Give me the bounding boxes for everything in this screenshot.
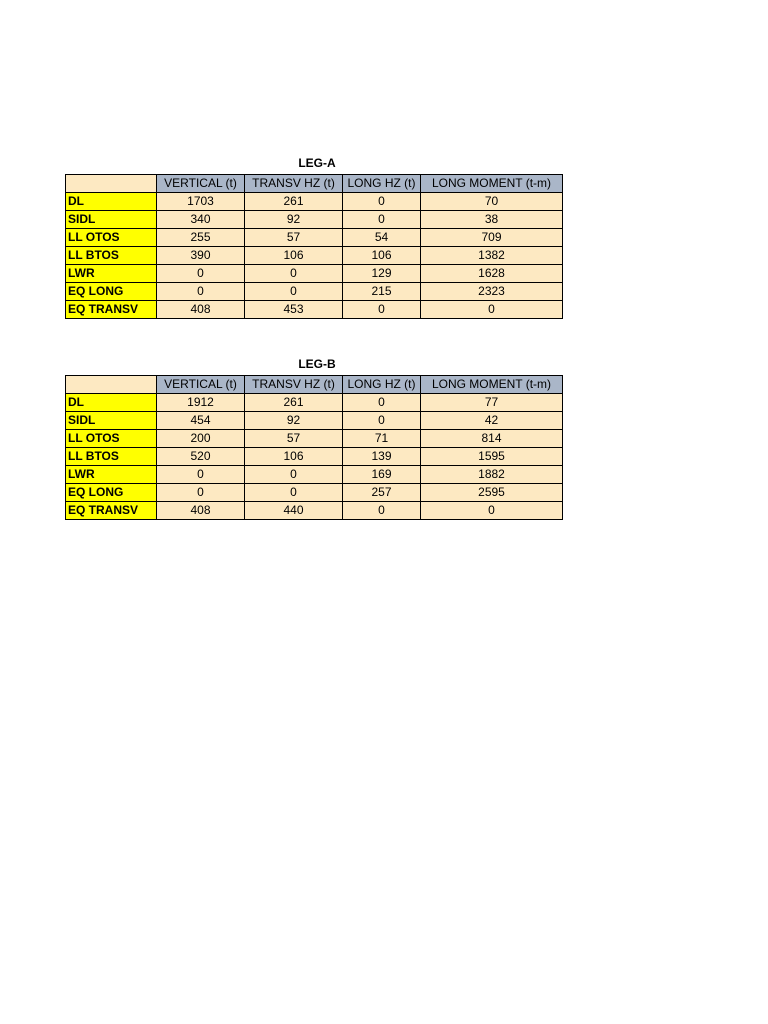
table-cell: 0: [245, 283, 343, 301]
table-cell: 261: [245, 193, 343, 211]
header-row: [66, 175, 563, 193]
table-cell: 106: [343, 247, 421, 265]
table-cell: 2595: [421, 484, 563, 502]
table-cell: 520: [157, 448, 245, 466]
table-cell: 0: [343, 301, 421, 319]
table-cell: 77: [421, 394, 563, 412]
table-cell: 38: [421, 211, 563, 229]
table-row: [66, 412, 563, 430]
table-cell: 0: [343, 502, 421, 520]
row-label: LWR: [66, 466, 157, 484]
table-cell: 215: [343, 283, 421, 301]
row-label: LL BTOS: [66, 247, 157, 265]
table-cell: 1912: [157, 394, 245, 412]
table-row: [66, 283, 563, 301]
table-cell: 57: [245, 229, 343, 247]
column-header: LONG MOMENT (t-m): [421, 175, 563, 193]
column-header: LONG MOMENT (t-m): [421, 376, 563, 394]
column-header: VERTICAL (t): [157, 376, 245, 394]
table-cell: 92: [245, 211, 343, 229]
table-cell: 106: [245, 247, 343, 265]
row-label: EQ LONG: [66, 484, 157, 502]
table-cell: 139: [343, 448, 421, 466]
table-cell: 1628: [421, 265, 563, 283]
table-cell: 1703: [157, 193, 245, 211]
table-cell: 2323: [421, 283, 563, 301]
row-label: DL: [66, 394, 157, 412]
row-label: SIDL: [66, 412, 157, 430]
table-cell: 169: [343, 466, 421, 484]
table-cell: 129: [343, 265, 421, 283]
table-cell: 408: [157, 301, 245, 319]
load-table-leg-b: [65, 375, 563, 520]
table-cell: 0: [245, 466, 343, 484]
table-cell: 261: [245, 394, 343, 412]
table-cell: 57: [245, 430, 343, 448]
table-cell: 0: [157, 484, 245, 502]
table-cell: 1382: [421, 247, 563, 265]
table-cell: 0: [157, 466, 245, 484]
column-header: VERTICAL (t): [157, 175, 245, 193]
table-row: [66, 466, 563, 484]
table-row: [66, 448, 563, 466]
table-cell: 0: [245, 265, 343, 283]
table-cell: 0: [343, 394, 421, 412]
table-cell: 0: [157, 283, 245, 301]
column-header: LONG HZ (t): [343, 376, 421, 394]
table-cell: 0: [245, 484, 343, 502]
table-cell: 0: [343, 193, 421, 211]
table-row: [66, 265, 563, 283]
table-cell: 54: [343, 229, 421, 247]
table-row: [66, 484, 563, 502]
table-cell: 1882: [421, 466, 563, 484]
table-cell: 453: [245, 301, 343, 319]
table-cell: 814: [421, 430, 563, 448]
table-cell: 0: [157, 265, 245, 283]
table-cell: 709: [421, 229, 563, 247]
table-cell: 454: [157, 412, 245, 430]
row-label: SIDL: [66, 211, 157, 229]
table-row: [66, 301, 563, 319]
row-label: LL OTOS: [66, 229, 157, 247]
table-cell: 440: [245, 502, 343, 520]
table-cell: 340: [157, 211, 245, 229]
load-table-leg-a: [65, 174, 563, 319]
header-row: [66, 376, 563, 394]
table-cell: 200: [157, 430, 245, 448]
table-cell: 106: [245, 448, 343, 466]
column-header: TRANSV HZ (t): [245, 175, 343, 193]
column-header: TRANSV HZ (t): [245, 376, 343, 394]
row-label: LL BTOS: [66, 448, 157, 466]
row-label: DL: [66, 193, 157, 211]
table-cell: 257: [343, 484, 421, 502]
table-cell: 92: [245, 412, 343, 430]
table-row: [66, 247, 563, 265]
table-row: [66, 502, 563, 520]
table-cell: 0: [343, 412, 421, 430]
column-header: LONG HZ (t): [343, 175, 421, 193]
table-row: [66, 211, 563, 229]
table-cell: 71: [343, 430, 421, 448]
table-title: LEG-A: [298, 156, 336, 170]
row-label: LWR: [66, 265, 157, 283]
row-label: EQ TRANSV: [66, 502, 157, 520]
table-title: LEG-B: [298, 357, 336, 371]
row-label: LL OTOS: [66, 430, 157, 448]
table-row: [66, 193, 563, 211]
table-cell: 0: [421, 301, 563, 319]
table-row: [66, 394, 563, 412]
corner-cell: [66, 376, 157, 394]
table-cell: 390: [157, 247, 245, 265]
table-cell: 408: [157, 502, 245, 520]
table-cell: 0: [421, 502, 563, 520]
table-row: [66, 229, 563, 247]
table-cell: 70: [421, 193, 563, 211]
corner-cell: [66, 175, 157, 193]
table-cell: 42: [421, 412, 563, 430]
table-row: [66, 430, 563, 448]
table-cell: 1595: [421, 448, 563, 466]
row-label: EQ TRANSV: [66, 301, 157, 319]
table-cell: 255: [157, 229, 245, 247]
table-cell: 0: [343, 211, 421, 229]
row-label: EQ LONG: [66, 283, 157, 301]
